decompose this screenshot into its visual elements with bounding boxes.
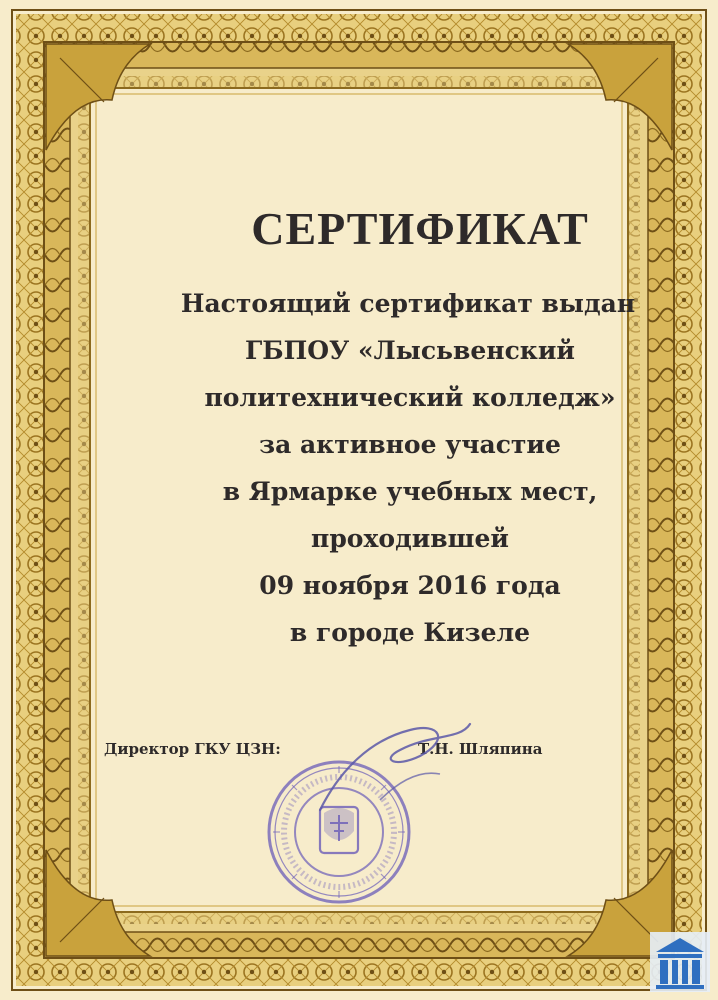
city-line: в городе Кизеле <box>289 618 531 647</box>
college-logo-icon <box>650 932 710 992</box>
signature-mark <box>300 710 500 830</box>
organization-line-1: ГБПОУ «Лысьвенский <box>245 336 575 365</box>
reason-line: за активное участие <box>259 430 561 459</box>
certificate-content <box>100 150 660 850</box>
certificate-body <box>100 280 660 656</box>
held-line: проходившей <box>311 524 509 553</box>
organization-line-2: политехнический колледж» <box>204 383 616 412</box>
issued-line: Настоящий сертификат выдан <box>180 289 636 318</box>
signatory-name: Т.Н. Шляпина <box>418 740 543 758</box>
event-line: в Ярмарке учебных мест, <box>222 477 598 506</box>
date-line: 09 ноября 2016 года <box>259 571 561 600</box>
certificate-title: СЕРТИФИКАТ <box>251 203 589 254</box>
signatory-role: Директор ГКУ ЦЗН: <box>104 740 281 758</box>
